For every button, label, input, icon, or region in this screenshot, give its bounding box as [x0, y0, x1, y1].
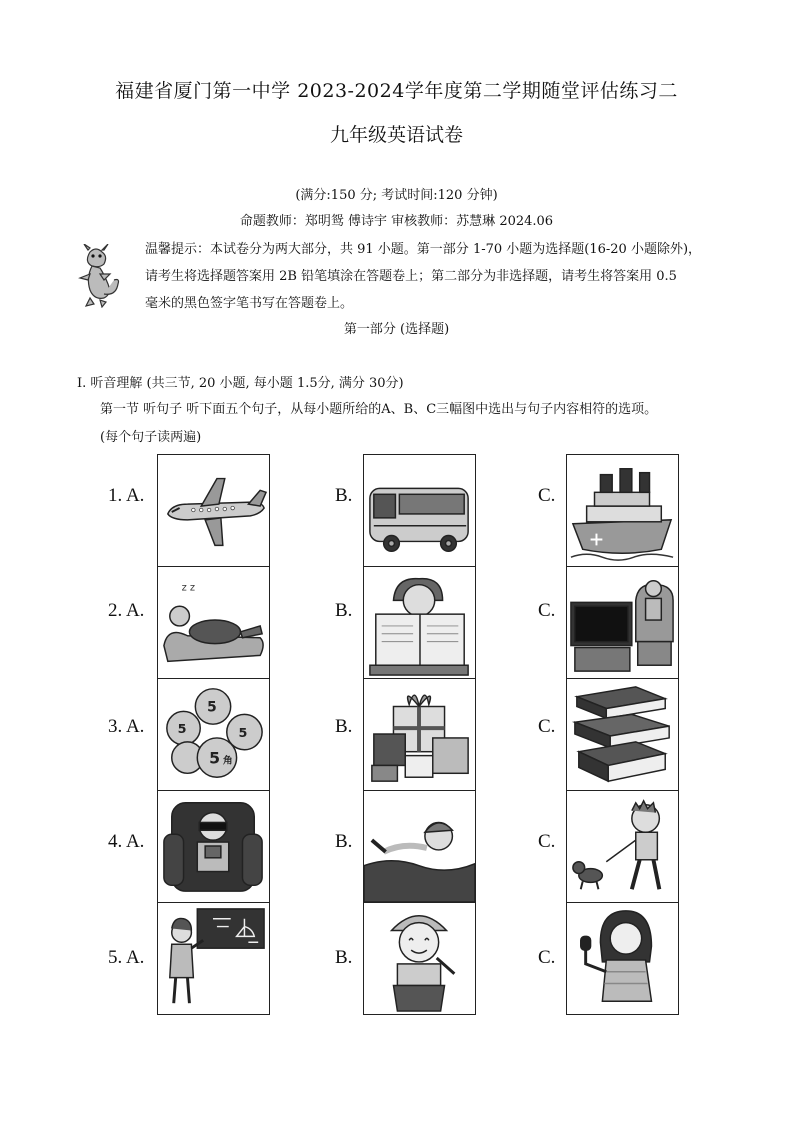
exam-info: (满分:150 分; 考试时间:120 分钟)	[295, 188, 498, 203]
q2-c-watching-tv-picture[interactable]	[566, 566, 679, 679]
q1-b-bus-picture[interactable]	[363, 454, 476, 567]
q5-option-a-label: 5. A.	[108, 947, 145, 968]
q1-option-a-label: 1. A.	[108, 485, 145, 506]
coin-label-3: 5	[238, 725, 248, 741]
q1-a-airplane-picture[interactable]	[157, 454, 270, 567]
q3-option-a-label: 3. A.	[108, 716, 145, 737]
q5-option-c-label: C.	[538, 947, 556, 968]
q3-option-c-label: C.	[538, 716, 556, 737]
coin-label-4: 5	[209, 748, 221, 768]
q3-c-books-picture[interactable]	[566, 678, 679, 791]
coin-label-1: 5	[207, 699, 217, 716]
exam-title: 福建省厦门第一中学 2023-2024学年度第二学期随堂评估练习二	[115, 80, 678, 102]
q3-option-b-label: B.	[335, 716, 353, 737]
q2-option-c-label: C.	[538, 600, 556, 621]
coin-unit-label: 角	[222, 755, 233, 767]
q3-a-coins-picture[interactable]	[157, 678, 270, 791]
tips-line-3: 毫米的黑色签字笔书写在答题卷上。	[145, 296, 354, 311]
tips-line-2: 请考生将选择题答案用 2B 铅笔填涂在答题卷上；第二部分为非选择题，请考生将答案用 0.5	[145, 269, 677, 284]
coin-label-2: 5	[177, 722, 187, 738]
q4-c-walking-dog-picture[interactable]	[566, 790, 679, 903]
q4-option-c-label: C.	[538, 831, 556, 852]
q1-option-c-label: C.	[538, 485, 556, 506]
q2-b-newspaper-picture[interactable]	[363, 566, 476, 679]
q5-c-reporter-picture[interactable]	[566, 902, 679, 1015]
q4-option-a-label: 4. A.	[108, 831, 145, 852]
q2-option-a-label: 2. A.	[108, 600, 145, 621]
q1-option-b-label: B.	[335, 485, 353, 506]
dragon-mascot-icon	[70, 244, 122, 308]
q5-b-cooking-picture[interactable]	[363, 902, 476, 1015]
q4-a-3d-movie-picture[interactable]	[157, 790, 270, 903]
q5-a-teacher-picture[interactable]	[157, 902, 270, 1015]
exam-subtitle: 九年级英语试卷	[329, 124, 463, 146]
section1-instruction: 第一节 听句子 听下面五个句子，从每小题所给的A、B、C三幅图中选出与句子内容相符的选项。	[100, 402, 658, 417]
q1-c-ship-picture[interactable]	[566, 454, 679, 567]
q3-b-gifts-picture[interactable]	[363, 678, 476, 791]
q4-b-swimming-picture[interactable]	[363, 790, 476, 903]
q5-option-b-label: B.	[335, 947, 353, 968]
q2-a-sleeping-picture[interactable]	[157, 566, 270, 679]
part1-title: 第一部分 (选择题)	[343, 322, 450, 337]
tips-line-1: 温馨提示：本试卷分为两大部分，共 91 小题。第一部分 1-70 小题为选择题(16-20 小题除外)，	[145, 242, 702, 257]
section1-note: (每个句子读两遍)	[100, 430, 202, 445]
svg-text:z z: z z	[181, 582, 195, 594]
section1-heading: I. 听音理解 (共三节, 20 小题, 每小题 1.5分, 满分 30分)	[77, 376, 404, 391]
exam-tips	[145, 236, 745, 317]
q4-option-b-label: B.	[335, 831, 353, 852]
q2-option-b-label: B.	[335, 600, 353, 621]
exam-teachers: 命题教师：郑明鸳 傅诗宇 审核教师：苏慧琳 2024.06	[239, 214, 554, 229]
